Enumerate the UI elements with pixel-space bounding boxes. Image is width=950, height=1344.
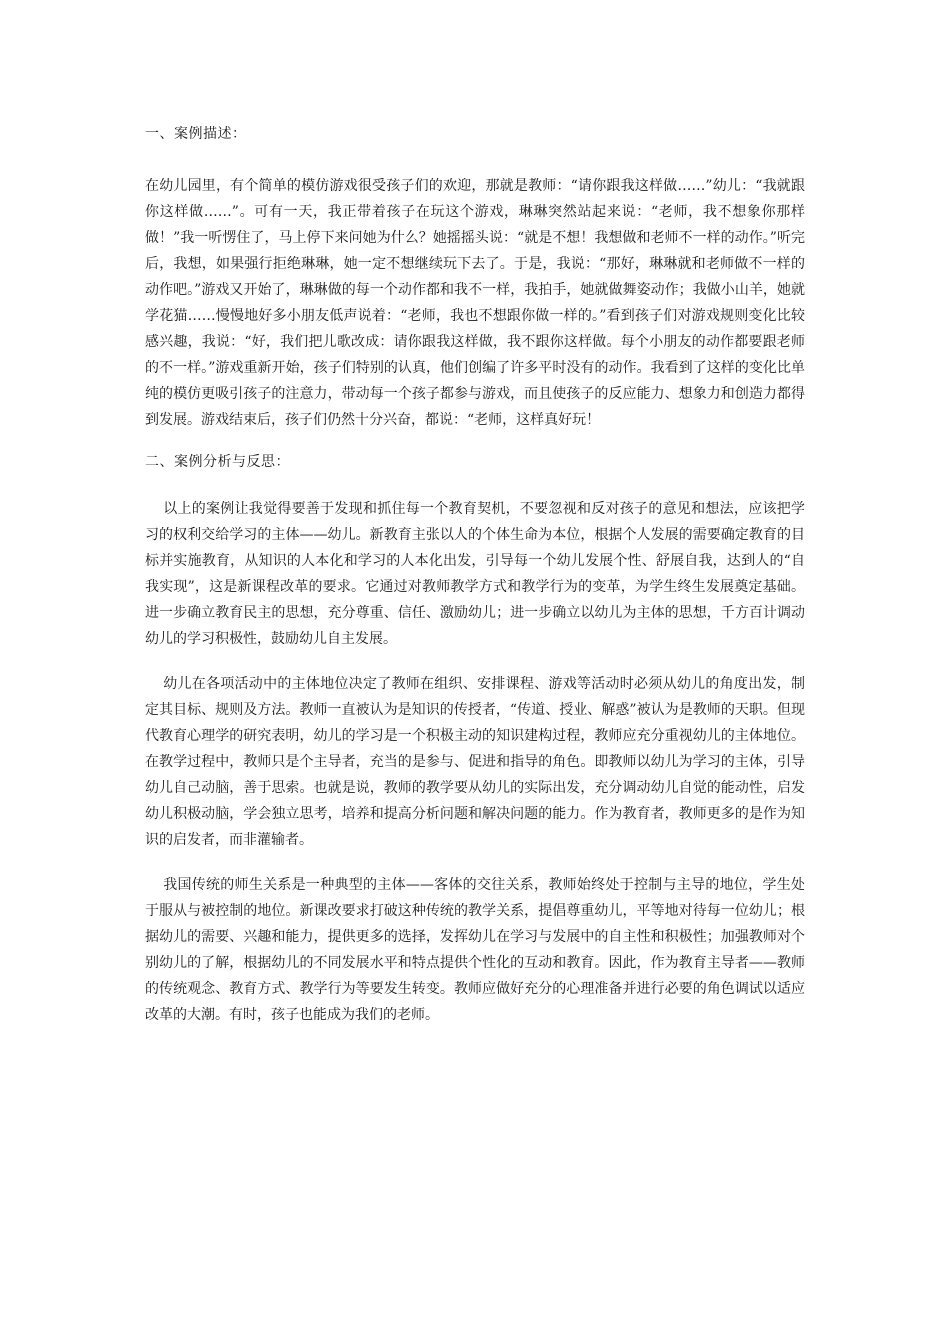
section2-paragraph-3: 我国传统的师生关系是一种典型的主体——客体的交往关系，教师始终处于控制与主导的地位，学生处于服从与被控制的地位。新课改要求打破这种传统的教学关系，提倡尊重幼儿，平等地对待每一位幼儿；根据幼儿的需要、兴趣和能力，提供更多的选择，发挥幼儿在学习与发展中的自主性和积极性；加强教师对个别幼儿的了解，根据幼儿的不同发展水平和特点提供个性化的互动和教育。因此，作为教育主导者——教师的传统观念、教育方式、教学行为等要发生转变。教师应做好充分的心理准备并进行必要的角色调试以适应改革的大潮。有时，孩子也能成为我们的老师。: [145, 877, 805, 1023]
section2-heading: 二、案例分析与反思：: [145, 454, 290, 470]
section2-paragraph-1: 以上的案例让我觉得要善于发现和抓住每一个教育契机，不要忽视和反对孩子的意见和想法，应该把学习的权利交给学习的主体——幼儿。新教育主张以人的个体生命为本位，根据个人发展的需要确定教育的目标并实施教育，从知识的人本化和学习的人本化出发，引导每一个幼儿发展个性、舒展自我，达到人的“自我实现”，这是新课程改革的要求。它通过对教师教学方式和教学行为的变革，为学生终生发展奠定基础。进一步确立教育民主的思想，充分尊重、信任、激励幼儿；进一步确立以幼儿为主体的思想，千方百计调动幼儿的学习积极性，鼓励幼儿自主发展。: [145, 501, 805, 647]
section1-heading: 一、案例描述：: [145, 126, 247, 142]
section2-paragraph-2: 幼儿在各项活动中的主体地位决定了教师在组织、安排课程、游戏等活动时必须从幼儿的角度出发，制定其目标、规则及方法。教师一直被认为是知识的传授者，“传道、授业、解惑”被认为是教师的天职。但现代教育心理学的研究表明，幼儿的学习是一个积极主动的知识建构过程，教师应充分重视幼儿的主体地位。在教学过程中，教师只是个主导者，充当的是参与、促进和指导的角色。即教师以幼儿为学习的主体，引导幼儿自己动脑，善于思索。也就是说，教师的教学要从幼儿的实际出发，充分调动幼儿自觉的能动性，启发幼儿积极动脑，学会独立思考，培养和提高分析问题和解决问题的能力。作为教育者，教师更多的是作为知识的启发者，而非灌输者。: [145, 676, 805, 848]
section1-paragraph: 在幼儿园里，有个简单的模仿游戏很受孩子们的欢迎，那就是教师：“请你跟我这样做……”幼儿：“我就跟你这样做……”。可有一天，我正带着孩子在玩这个游戏，琳琳突然站起来说：“老师，我不想象你那样做！”我一听愣住了，马上停下来问她为什么？她摇摇头说：“就是不想！我想做和老师不一样的动作。”听完后，我想，如果强行拒绝琳琳，她一定不想继续玩下去了。于是，我说：“那好，琳琳就和老师做不一样的动作吧。”游戏又开始了，琳琳做的每一个动作都和我不一样，我拍手，她就做舞姿动作；我做小山羊，她就学花猫……慢慢地好多小朋友低声说着：“老师，我也不想跟你做一样的。”看到孩子们对游戏规则变化比较感兴趣，我说：“好，我们把儿歌改成：请你跟我这样做，我不跟你这样做。每个小朋友的动作都要跟老师的不一样。”游戏重新开始，孩子们特别的认真，他们创编了许多平时没有的动作。我看到了这样的变化比单纯的模仿更吸引孩子的注意力，带动每一个孩子都参与游戏，而且使孩子的反应能力、想象力和创造力都得到发展。游戏结束后，孩子们仍然十分兴奋，都说：“老师，这样真好玩！: [145, 178, 805, 428]
